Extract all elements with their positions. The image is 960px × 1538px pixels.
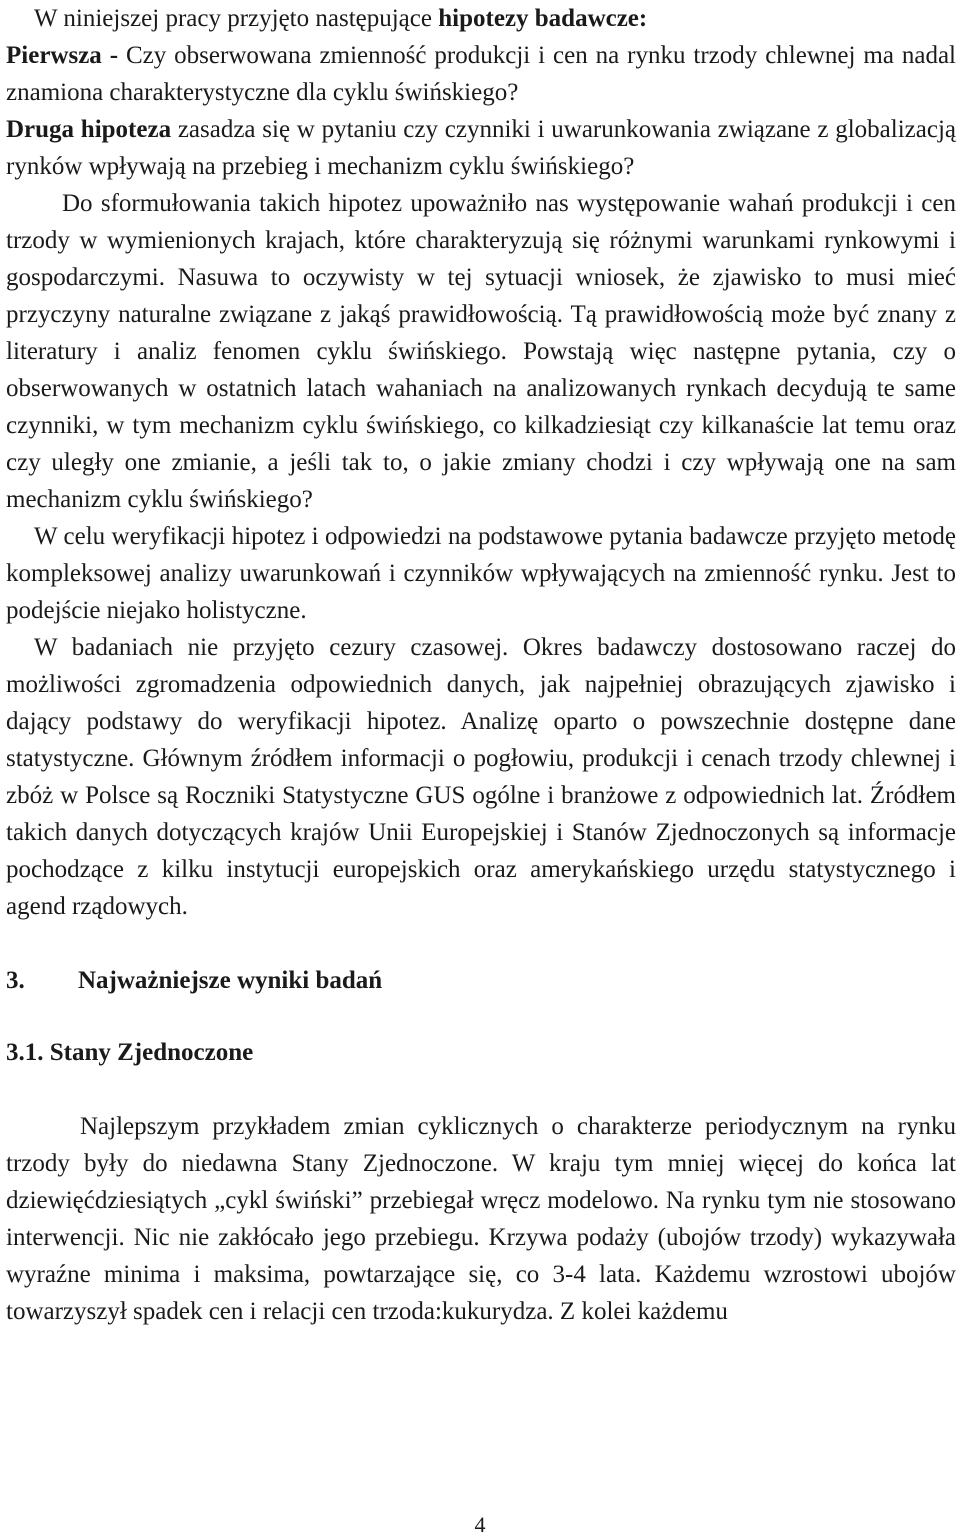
- hypothesis-second-label: Druga hipoteza: [6, 116, 172, 143]
- section-3-title: Najważniejsze wyniki badań: [78, 967, 383, 994]
- hypothesis-second: [6, 111, 956, 185]
- section-3-1-heading: 3.1. Stany Zjednoczone: [6, 1039, 254, 1066]
- hypotheses-intro-bold: hipotezy badawcze:: [438, 5, 648, 32]
- paragraph-period: W badaniach nie przyjęto cezury czasowej. Okres badawczy dostosowano raczej do możliwości zgromadzenia odpowiednich danych, jak najpełniej obrazujących zjawisko i dający podstawy do weryfikacji hipotez. Analizę oparto o powszechnie dostępne dane statystyczne. Głównym źródłem informacji o pogłowiu, produkcji i cenach trzody chlewnej i zbóż w Polsce są Roczniki Statystyczne GUS ogólne i branżowe z odpowiednich lat. Źródłem takich danych dotyczących krajów Unii Europejskiej i Stanów Zjednoczonych są informacje pochodzące z kilku instytucji europejskich oraz amerykańskiego urzędu statystycznego i agend rządowych.: [6, 634, 956, 920]
- paragraph-usa: Najlepszym przykładem zmian cyklicznych o charakterze periodycznym na rynku trzody były do niedawna Stany Zjednoczone. W kraju tym mniej więcej do końca lat dziewięćdziesiątych „cykl świński” przebiegał wręcz modelowo. Na rynku tym nie stosowano interwencji. Nic nie zakłócało jego przebiegu. Krzywa podaży (ubojów trzody) wykazywała wyraźne minima i maksima, powtarzające się, co 3-4 lata. Każdemu wzrostowi ubojów towarzyszył spadek cen i relacji cen trzoda:kukurydza. Z kolei każdemu: [6, 1113, 956, 1325]
- paragraph-justification: Do sformułowania takich hipotez upoważniło nas występowanie wahań produkcji i cen trzody w wymienionych krajach, które charakteryzują się różnymi warunkami rynkowymi i gospodarczymi. Nasuwa to oczywisty w tej sytuacji wniosek, że zjawisko to musi mieć przyczyny naturalne związane z jakąś prawidłowością. Tą prawidłowością może być znany z literatury i analiz fenomen cyklu świńskiego. Powstają więc następne pytania, czy o obserwowanych w ostatnich latach wahaniach na analizowanych rynkach decydują te same czynniki, w tym mechanizm cyklu świńskiego, co kilkadziesiąt czy kilkanaście lat temu oraz czy uległy one zmianie, a jeśli tak to, o jakie zmiany chodzi i czy wpływają one na sam mechanizm cyklu świńskiego?: [6, 190, 956, 513]
- page-number: 4: [474, 1512, 486, 1537]
- hypothesis-second-text: zasadza się w pytaniu czy czynniki i uwarunkowania związane z globalizacją rynków wpływają na przebieg i mechanizm cyklu świńskiego?: [6, 116, 956, 180]
- hypothesis-first: [6, 37, 956, 111]
- paragraph-method: W celu weryfikacji hipotez i odpowiedzi na podstawowe pytania badawcze przyjęto metodę kompleksowej analizy uwarunkowań i czynników wpływających na zmienność rynku. Jest to podejście niejako holistyczne.: [6, 523, 956, 624]
- section-3-heading: [6, 962, 956, 999]
- document-page: [6, 0, 956, 1330]
- hypotheses-intro-text: W niniejszej pracy przyjęto następujące: [34, 5, 439, 32]
- section-3-number: 3.: [6, 967, 25, 994]
- hypothesis-first-text: Czy obserwowana zmienność produkcji i cen na rynku trzody chlewnej ma nadal znamiona charakterystyczne dla cyklu świńskiego?: [6, 42, 956, 106]
- hypotheses-intro: [6, 0, 956, 37]
- hypothesis-first-label: Pierwsza -: [6, 42, 119, 69]
